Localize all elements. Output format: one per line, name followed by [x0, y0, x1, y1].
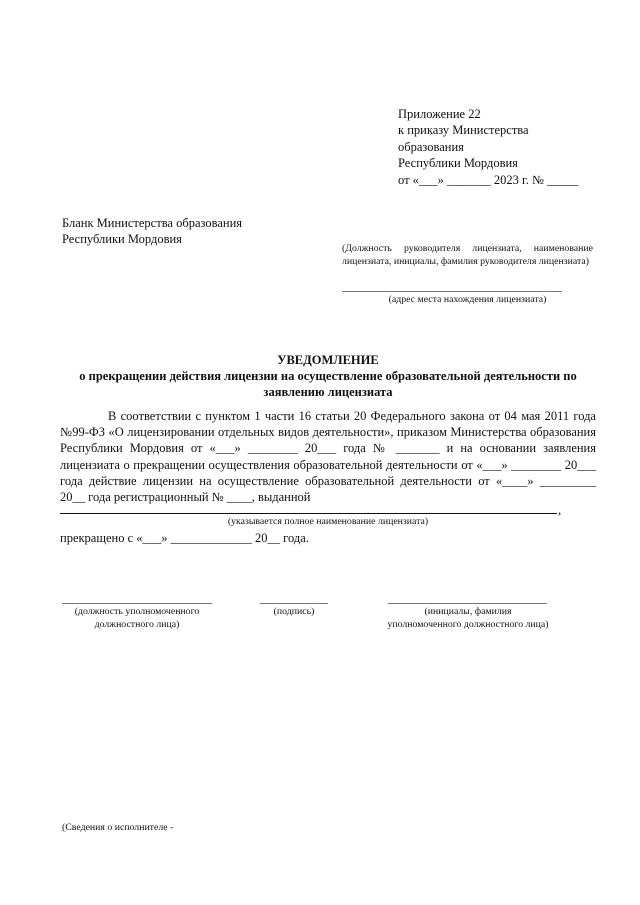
appendix-block	[398, 106, 578, 188]
position-caption	[56, 605, 218, 631]
appendix-line: Республики Мордовия	[398, 156, 518, 171]
name-signature-line	[388, 603, 547, 604]
appendix-line: Приложение 22	[398, 107, 481, 121]
position-caption-line: должностного лица)	[94, 619, 180, 630]
appendix-line: от «___» _______ 2023 г. № _____	[398, 172, 579, 187]
licensee-comma: ,	[558, 502, 562, 517]
signature-caption	[250, 605, 338, 618]
title-main: УВЕДОМЛЕНИЕ	[277, 353, 379, 367]
title-subtitle: о прекращении действия лицензии на осуществление образовательной деятельности по заявлению лицензиата	[79, 369, 577, 400]
signature-caption-line: (подпись)	[273, 606, 315, 617]
address-caption: (адрес места нахождения лицензиата)	[388, 294, 547, 305]
position-signature-line	[62, 603, 212, 604]
terminated-date-line: прекращено с «___» _____________ 20__ года.	[60, 531, 309, 545]
name-caption-line: (инициалы, фамилия	[424, 606, 512, 617]
name-caption	[362, 605, 574, 631]
address-line	[342, 291, 562, 292]
ministry-letterhead	[62, 215, 242, 248]
letterhead-line: Республики Мордовия	[62, 232, 182, 247]
executor-info: (Сведения о исполнителе -	[62, 822, 174, 833]
position-caption-line: (должность уполномоченного	[74, 606, 200, 617]
letterhead-line: Бланк Министерства образования	[62, 216, 243, 230]
notice-paragraph: В соответствии с пунктом 1 части 16 статьи 20 Федерального закона от 04 мая 2011 года №99-ФЗ «О лицензировании отдельных видов деятельности», приказом Министерства образования Республики Мордовия от «___» ________ 20___ года № _______ и на основании заявления лицензиата о прекращении осуществления образовательной деятельности от «___» ________ 20___ года действие лицензии на осуществление образовательной деятельности от «____» _________ 20__ года регистрационный № ____, выданной	[60, 409, 596, 505]
name-caption-line: уполномоченного должностного лица)	[387, 619, 549, 630]
appendix-line: образования	[398, 139, 464, 154]
signature-line	[260, 603, 328, 604]
document-title	[60, 352, 596, 401]
licensee-caption: (указывается полное наименование лицензиата)	[227, 516, 429, 527]
recipient-caption: (Должность руководителя лицензиата, наименование лицензиата, инициалы, фамилия руководителя лицензиата)	[342, 243, 593, 267]
licensee-name-line	[60, 513, 557, 514]
appendix-line: к приказу Министерства	[398, 123, 529, 138]
